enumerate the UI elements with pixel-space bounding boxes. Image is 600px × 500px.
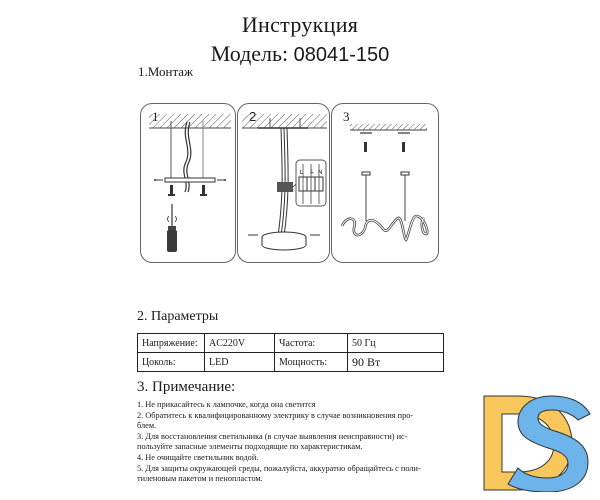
step-1-panel bbox=[140, 103, 236, 263]
param-value-power: 90 Вт bbox=[348, 353, 444, 372]
terminal-label-n: N bbox=[318, 170, 323, 176]
hanging-lamp-illustration bbox=[332, 104, 440, 264]
note-line: пользуйте запасные элементы подходящие по характеристикам. bbox=[137, 442, 363, 452]
table-row bbox=[138, 353, 444, 372]
param-label-power: Мощность: bbox=[275, 353, 348, 372]
param-label-frequency: Частота: bbox=[275, 334, 348, 353]
ceiling-bracket-screwdriver-illustration bbox=[141, 104, 237, 264]
wiring-canopy-illustration bbox=[238, 104, 331, 264]
terminal-label-ground: ⏚ bbox=[309, 169, 316, 176]
section-mounting-heading: 1.Монтаж bbox=[138, 64, 194, 79]
model-line bbox=[0, 41, 600, 67]
step-2-panel bbox=[237, 103, 330, 263]
param-value-socket: LED bbox=[205, 353, 275, 372]
note-line: 1. Не прикасайтесь к лампочке, когда она светится bbox=[137, 400, 316, 409]
note-line: 3. Для восстановления светильника (в случае выявления неисправности) ис- bbox=[137, 431, 408, 441]
document-title: Инструкция bbox=[241, 12, 359, 37]
param-value-voltage: AC220V bbox=[205, 334, 275, 353]
note-line: тиленовым пакетом и пенопластом. bbox=[137, 474, 263, 484]
note-line: 2. Обратитесь к квалифицированному электрику в случае возникновения про- bbox=[137, 410, 414, 420]
parameters-table bbox=[137, 333, 444, 372]
param-value-frequency: 50 Гц bbox=[348, 334, 444, 353]
step-3-number: 3 bbox=[343, 109, 350, 124]
model-number: 08041-150 bbox=[293, 44, 390, 66]
note-line: блем. bbox=[137, 421, 157, 431]
section-notes-heading: 3. Примечание: bbox=[137, 379, 236, 395]
step-3-panel bbox=[331, 103, 439, 263]
model-label: Модель: bbox=[210, 41, 289, 66]
param-label-socket: Цоколь: bbox=[138, 353, 205, 372]
section-parameters-heading: 2. Параметры bbox=[137, 309, 219, 324]
ds-logo-icon bbox=[478, 392, 598, 492]
notes-list bbox=[137, 400, 457, 485]
terminal-label-l: L bbox=[300, 170, 304, 176]
table-row bbox=[138, 334, 444, 353]
note-line: 5. Для защиты окружающей среды, пожалуйста, аккуратно обращайтесь с поли- bbox=[137, 463, 421, 473]
note-line: 4. Не очищайте светильник водой. bbox=[137, 452, 259, 462]
param-label-voltage: Напряжение: bbox=[138, 334, 205, 353]
